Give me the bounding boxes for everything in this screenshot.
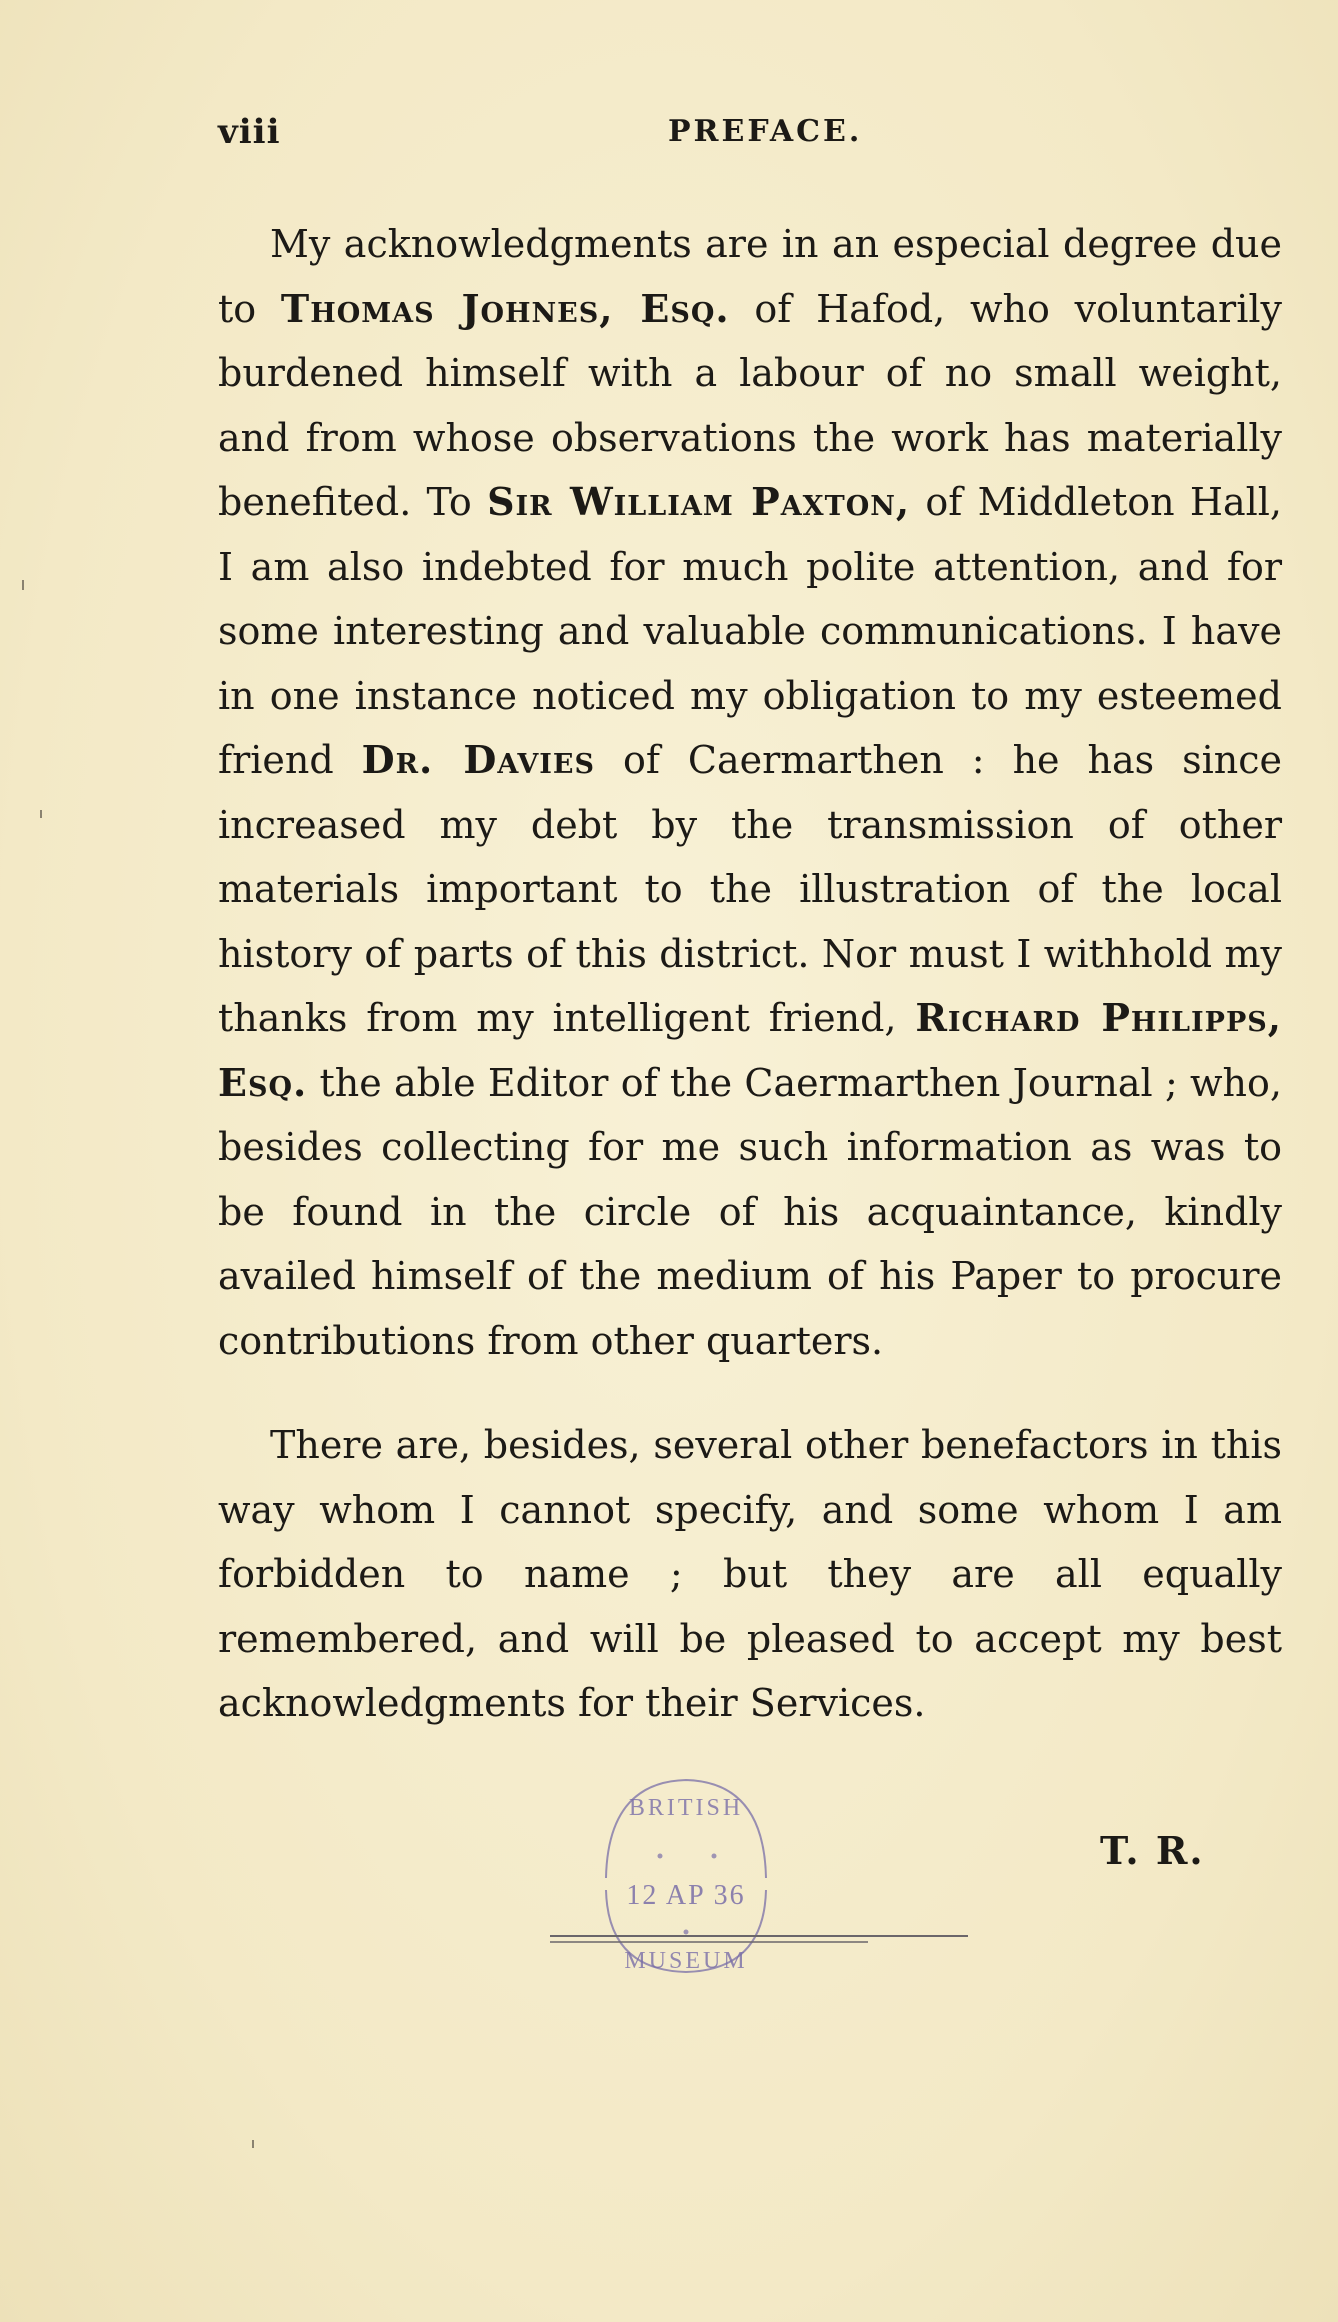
margin-mark bbox=[40, 810, 42, 818]
stamp-top-text: BRITISH bbox=[628, 1795, 744, 1821]
person-name-paxton: Sir William Paxton, bbox=[487, 479, 911, 524]
stamp-date: 12 AP 36 bbox=[626, 1880, 746, 1911]
body-text bbox=[218, 212, 1282, 1736]
person-name-philipps: Richard Philipps, Esq. bbox=[218, 995, 1282, 1105]
running-head bbox=[218, 112, 876, 152]
library-stamp bbox=[538, 1760, 978, 2010]
paragraph-acknowledgments bbox=[218, 212, 1282, 1373]
page-number: viii bbox=[218, 112, 281, 152]
margin-mark bbox=[252, 2140, 254, 2148]
stamp-dot bbox=[658, 1854, 663, 1859]
running-title: PREFACE. bbox=[668, 114, 863, 149]
stamp-dot bbox=[712, 1854, 717, 1859]
paragraph-text: the able Editor of the Caermarthen Journal ; who, besides collecting for me such information as was to be found in the circle of his acquaintance, kindly availed himself of the medium of his Paper to procure contributions from other quarters. bbox=[218, 1060, 1282, 1363]
paragraph-text: of Hafod, who voluntarily burdened himself with a labour of no small weight, and from whose observations the work has materially benefited. To bbox=[218, 286, 1282, 524]
paragraph-text: of Middleton Hall, I am also indebted for much polite attention, and for some interesting and valuable communications. I have in one instance noticed my obligation to my esteemed friend bbox=[218, 480, 1283, 782]
paragraph-text: My acknowledgments are in an especial degree due to bbox=[218, 222, 1282, 331]
margin-mark bbox=[22, 580, 24, 590]
paragraph-other-benefactors: There are, besides, several other benefactors in this way whom I cannot specify, and some whom I am forbidden to name ; but they are all equally remembered, and will be pleased to accept my best acknowledgments for their Services. bbox=[218, 1423, 1282, 1725]
stamp-dot bbox=[684, 1930, 689, 1935]
person-name-davies: Dr. Davies bbox=[361, 737, 595, 782]
stamp-bottom-text: MUSEUM bbox=[624, 1948, 748, 1974]
author-initials: T. R. bbox=[1100, 1828, 1205, 1873]
paragraph-text: of Caermarthen : he has since increased my debt by the transmission of other materials important to the illustration of the local history of parts of this district. Nor must I withhold my thanks from my intelligent friend, bbox=[218, 738, 1283, 1040]
person-name-johnes: Thomas Johnes, Esq. bbox=[280, 285, 730, 331]
